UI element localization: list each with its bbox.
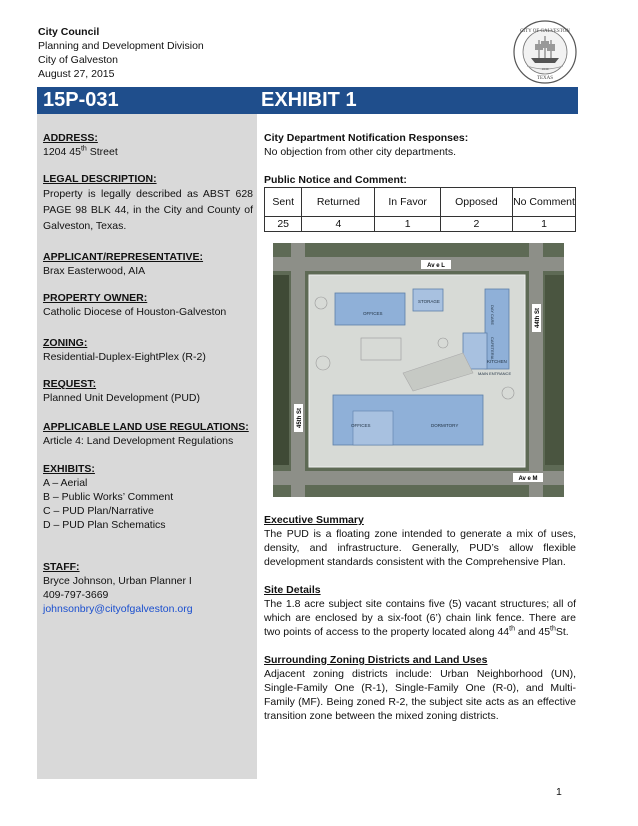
regs-value: Article 4: Land Development Regulations bbox=[43, 435, 234, 447]
table-header-cell: In Favor bbox=[375, 188, 440, 217]
site-text: The 1.8 acre subject site contains five (5) vacant structures; all of which are enclosed by a six-foot (6’) chain link fence. There are two points of access to the property located along 44th and 45thSt. bbox=[264, 598, 576, 638]
header-date: August 27, 2015 bbox=[38, 68, 115, 80]
aerial-site-plan-image bbox=[273, 243, 564, 497]
street-label-bottom: Av e M bbox=[518, 476, 538, 482]
staff-section bbox=[43, 560, 253, 616]
building-label: CAFETERIA bbox=[490, 337, 495, 360]
case-number: 15P-031 bbox=[43, 89, 119, 111]
staff-name: Bryce Johnson, Urban Planner I bbox=[43, 575, 192, 587]
header-city: City of Galveston bbox=[38, 54, 118, 66]
building-label: KITCHEN bbox=[487, 359, 507, 364]
legal-section bbox=[43, 172, 253, 234]
zoning-value: Residential-Duplex-EightPlex (R-2) bbox=[43, 351, 206, 363]
site-title: Site Details bbox=[264, 584, 321, 596]
address-label: ADDRESS: bbox=[43, 132, 98, 144]
table-row bbox=[265, 217, 576, 232]
table-cell: 1 bbox=[375, 217, 440, 232]
left-panel bbox=[37, 114, 257, 779]
table-cell: 2 bbox=[440, 217, 512, 232]
staff-label: STAFF: bbox=[43, 561, 80, 573]
legal-label: LEGAL DESCRIPTION: bbox=[43, 173, 157, 185]
applicant-value: Brax Easterwood, AIA bbox=[43, 265, 146, 277]
notifications-title: City Department Notification Responses: bbox=[264, 132, 469, 144]
header-org: City Council bbox=[38, 26, 100, 38]
site-section bbox=[264, 583, 576, 639]
page-number: 1 bbox=[556, 786, 562, 798]
address-section bbox=[43, 131, 253, 159]
public-notice-title: Public Notice and Comment: bbox=[264, 174, 407, 186]
notifications-text: No objection from other city departments. bbox=[264, 146, 457, 158]
request-value: Planned Unit Development (PUD) bbox=[43, 392, 200, 404]
applicant-label: APPLICANT/REPRESENTATIVE: bbox=[43, 251, 204, 263]
summary-text: The PUD is a floating zone intended to generate a mix of uses, density, and infrastructure. Generally, PUD’s allow flexible development standards consistent with the Comprehensive Plan. bbox=[264, 528, 576, 568]
table-header-cell: Opposed bbox=[440, 188, 512, 217]
city-seal-logo bbox=[513, 20, 577, 84]
summary-title: Executive Summary bbox=[264, 514, 364, 526]
seal-year: 1839 bbox=[541, 67, 549, 71]
building-label: STORAGE bbox=[418, 299, 440, 304]
table-header-cell: Sent bbox=[265, 188, 302, 217]
regs-label: APPLICABLE LAND USE REGULATIONS: bbox=[43, 421, 249, 433]
exhibit-item: D – PUD Plan Schematics bbox=[43, 519, 166, 531]
header-block bbox=[38, 25, 204, 81]
exhibits-section bbox=[43, 462, 253, 532]
building-label: OFFICES bbox=[363, 311, 383, 316]
exhibit-item: C – PUD Plan/Narrative bbox=[43, 505, 154, 517]
summary-section bbox=[264, 513, 576, 569]
table-header-row bbox=[265, 188, 576, 217]
street-label-right: 44th St bbox=[535, 307, 541, 329]
legal-text: Property is legally described as ABST 628 PAGE 98 BLK 44, in the City and County of Galveston, Texas. bbox=[43, 188, 253, 232]
public-notice-table bbox=[264, 187, 576, 232]
staff-email-link[interactable]: johnsonbry@cityofgalveston.org bbox=[43, 603, 193, 615]
exhibits-label: EXHIBITS: bbox=[43, 463, 95, 475]
notifications-section bbox=[264, 131, 576, 159]
building-label: OFFICES bbox=[351, 423, 371, 428]
request-section bbox=[43, 377, 253, 405]
surrounding-title: Surrounding Zoning Districts and Land Uses bbox=[264, 654, 488, 666]
table-header-cell: No Comment bbox=[513, 188, 576, 217]
zoning-label: ZONING: bbox=[43, 337, 88, 349]
address-value: 1204 45th Street bbox=[43, 145, 118, 158]
title-banner bbox=[37, 87, 578, 114]
owner-label: PROPERTY OWNER: bbox=[43, 292, 148, 304]
owner-value: Catholic Diocese of Houston-Galveston bbox=[43, 306, 227, 318]
building-label: DORMITORY bbox=[431, 423, 459, 428]
seal-bottom-text: TEXAS bbox=[536, 76, 554, 81]
street-label-left: 45th St bbox=[297, 407, 303, 429]
table-cell: 1 bbox=[513, 217, 576, 232]
exhibit-item: B – Public Works’ Comment bbox=[43, 491, 174, 503]
regs-section bbox=[43, 420, 253, 448]
building-label: DAY CARE bbox=[490, 305, 495, 326]
request-label: REQUEST: bbox=[43, 378, 97, 390]
exhibit-title: EXHIBIT 1 bbox=[261, 89, 357, 111]
zoning-section bbox=[43, 336, 253, 364]
surrounding-section bbox=[264, 653, 576, 723]
street-label-top: Av e L bbox=[427, 263, 445, 269]
exhibit-item: A – Aerial bbox=[43, 477, 88, 489]
header-division: Planning and Development Division bbox=[38, 40, 204, 52]
table-header-cell: Returned bbox=[302, 188, 375, 217]
seal-top-text: CITY OF GALVESTON bbox=[520, 29, 570, 34]
surrounding-text: Adjacent zoning districts include: Urban Neighborhood (UN), Single-Family One (R-1), Single-Family One (R-0), and Multi-Family (MF). Being zoned R-2, the subject site acts as an effective transition zone between the mixed zoning districts. bbox=[264, 668, 576, 722]
table-cell: 25 bbox=[265, 217, 302, 232]
staff-phone: 409-797-3669 bbox=[43, 589, 109, 601]
building-label: MAIN ENTRANCE bbox=[478, 371, 512, 376]
table-cell: 4 bbox=[302, 217, 375, 232]
owner-section bbox=[43, 291, 253, 319]
applicant-section bbox=[43, 250, 253, 278]
